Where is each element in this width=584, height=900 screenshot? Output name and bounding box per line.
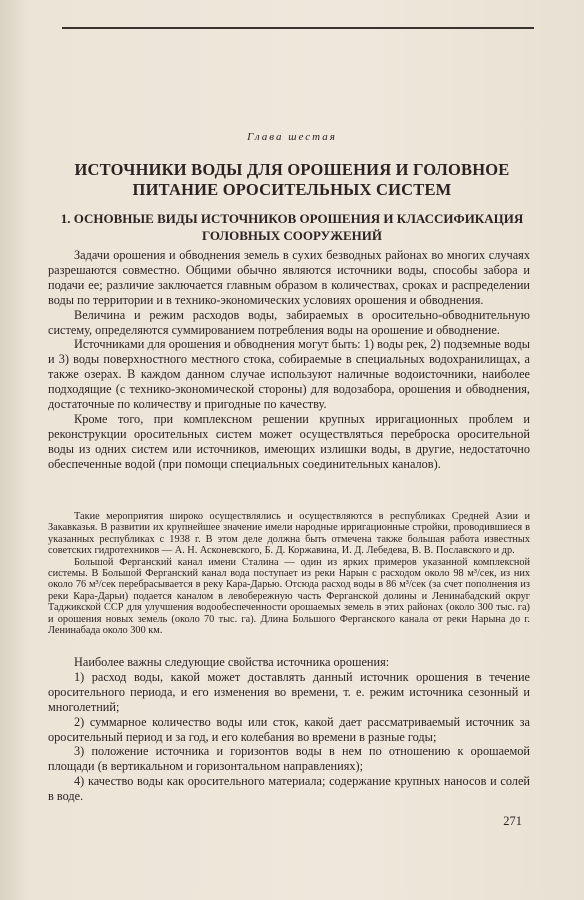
list-item: 3) положение источника и горизонтов воды в нем по отношению к орошаемой площади (в вертикальном и горизонтальном направлениях); <box>48 744 530 774</box>
main-text <box>48 248 530 472</box>
paragraph: Задачи орошения и обводнения земель в сухих безводных районах во многих случаях разрешаются совместно. Общими обычно являются источники воды, способы забора и подачи ее; различие заключается главным образом в количествах, сроках и распределении воды по территории и в технико-экономических условиях орошения и обводнения. <box>48 248 530 307</box>
paragraph: Кроме того, при комплексном решении крупных ирригационных проблем и реконструкции оросительных систем может осуществляться переброска оросительной воды из одних систем или источников, имеющих излишки воды, в другие, недостаточно обеспеченные водой (при помощи специальных соединительных каналов). <box>48 411 530 471</box>
paragraph: Источниками для орошения и обводнения могут быть: 1) воды рек, 2) подземные воды и 3) воды поверхностного местного стока, собираемые в специальных водохранилищах, а также озерах. В каждом данном случае используют наличные водоисточники, наиболее подходящие (с технико-экономической стороны) для водозабора, орошения и обводнения, достаточные по количеству и пригодные по качеству. <box>48 337 530 412</box>
small-paragraph: Такие мероприятия широко осуществлялись и осуществляются в республиках Средней Азии и Закавказья. В развитии их крупнейшее значение имели народные ирригационные стройки, проводившиеся в указанных республиках с 1938 г. В этом деле должна быть отмечена также большая работа известных советских гидротехников — А. Н. Асконевского, Б. Д. Коржавина, И. Д. Лебедева, В. В. Пославского и др. <box>48 511 530 557</box>
paragraph: Наиболее важны следующие свойства источника орошения: <box>74 655 390 669</box>
chapter-label: Глава шестая <box>247 131 337 143</box>
properties-list <box>48 655 530 804</box>
chapter-title: ИСТОЧНИКИ ВОДЫ ДЛЯ ОРОШЕНИЯ И ГОЛОВНОЕ ПИТАНИЕ ОРОСИТЕЛЬНЫХ СИСТЕМ <box>74 160 510 199</box>
top-rule <box>62 27 534 29</box>
section-heading: 1. ОСНОВНЫЕ ВИДЫ ИСТОЧНИКОВ ОРОШЕНИЯ И КЛАССИФИКАЦИЯ ГОЛОВНЫХ СООРУЖЕНИЙ <box>60 211 524 243</box>
list-item: 4) качество воды как оросительного материала; содержание крупных наносов и солей в воде. <box>48 774 530 804</box>
page-number: 271 <box>503 814 522 828</box>
small-paragraph: Большой Ферганский канал имени Сталина — один из ярких примеров указанной комплексной системы. В Большой Ферганский канал вода поступает из реки Нарын с расходом около 98 м³/сек, из них около 76 м³/сек перебрасывается в реку Кара-Дарью. Отсюда расход воды в 86 м³/сек (за счет пополнения из реки Кара-Дарьи) подается каналом в левобережную часть Ферганской долины и Ленинабадский округ Таджикской ССР для улучшения водообеспеченности орошаемых земель в этих районах (около 300 тыс. га) и орошения новых земель (около 70 тыс. га). Длина Большого Ферганского канала от реки Нарына до г. Ленинабада около 300 км. <box>48 556 530 637</box>
small-print-text <box>48 511 530 636</box>
list-item: 2) суммарное количество воды или сток, какой дает рассматриваемый источник за оросительный период и за год, и его колебания во времени в разные годы; <box>48 714 530 744</box>
paragraph: Величина и режим расходов воды, забираемых в оросительно-обводнительную систему, определяются суммированием потребления воды на орошение и обводнение. <box>48 307 530 337</box>
list-item: 1) расход воды, какой может доставлять данный источник орошения в течение оросительного периода, и его изменения во времени, т. е. режим источника сезонный и многолетний; <box>48 669 530 714</box>
